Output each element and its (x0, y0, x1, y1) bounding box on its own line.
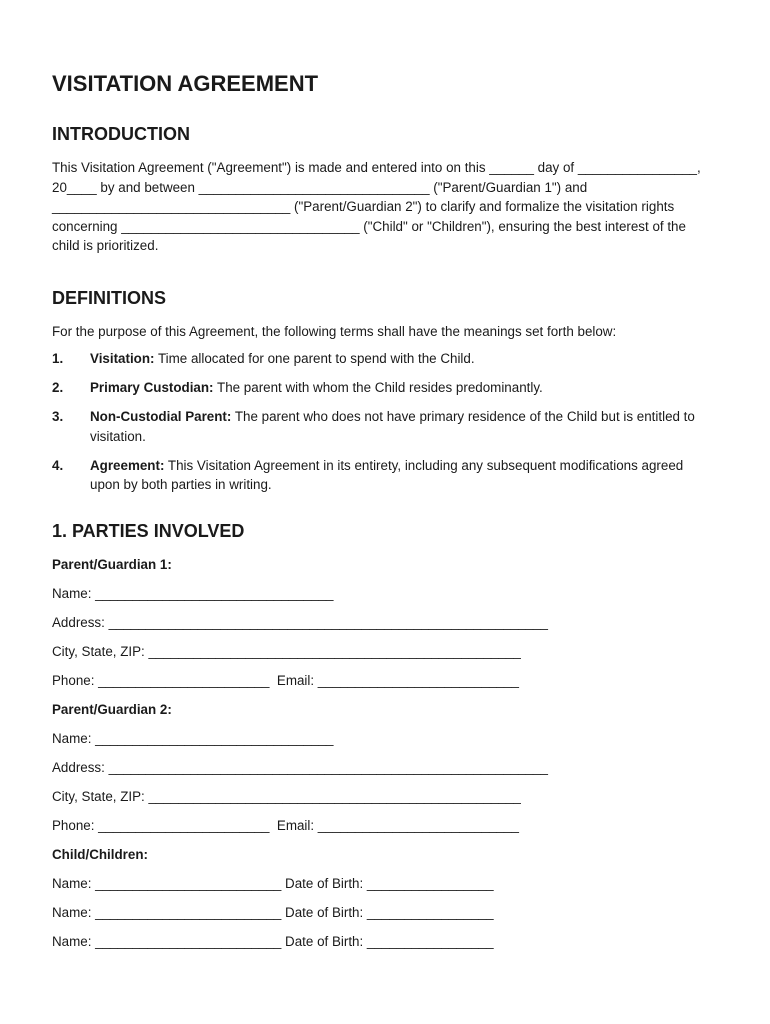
definition-body (90, 378, 710, 398)
definition-number: 4. (52, 457, 64, 473)
definition-body (90, 349, 710, 369)
definitions-list (52, 349, 710, 495)
definition-text: The parent who does not have primary residence of the Child but is entitled to visitation. (90, 409, 695, 444)
guardian1-address-field[interactable]: Address: ___________________________________________________________ (52, 614, 548, 630)
guardian1-name-field[interactable]: Name: ________________________________ (52, 585, 334, 601)
definition-text: Time allocated for one parent to spend with the Child. (154, 351, 475, 366)
definition-term: Primary Custodian: (90, 380, 214, 395)
child-row[interactable]: Name: _________________________ Date of Birth: _________________ (52, 875, 494, 891)
definitions-heading: DEFINITIONS (52, 287, 167, 308)
guardian2-name-field[interactable]: Name: ________________________________ (52, 730, 334, 746)
definition-item (52, 407, 710, 446)
definitions-intro: For the purpose of this Agreement, the following terms shall have the meanings set forth below: (52, 323, 617, 339)
guardian1-label: Parent/Guardian 1: (52, 556, 172, 572)
document-title: VISITATION AGREEMENT (52, 71, 319, 96)
guardian2-label: Parent/Guardian 2: (52, 701, 172, 717)
definition-item (52, 349, 710, 369)
introduction-paragraph: This Visitation Agreement ("Agreement") is made and entered into on this ______ day of ________________, 20____ by and between _______________________________ ("Parent/Guardian 1") and ________________________________ ("Parent/Guardian 2") to clarify and formalize the visitation rights concerning ________________________________ ("Child" or "Children"), ensuring the best interest of the child is prioritized. (52, 160, 701, 253)
definition-term: Visitation: (90, 351, 155, 366)
children-label: Child/Children: (52, 846, 148, 862)
child-row[interactable]: Name: _________________________ Date of Birth: _________________ (52, 933, 494, 949)
child-row[interactable]: Name: _________________________ Date of Birth: _________________ (52, 904, 494, 920)
definition-term: Non-Custodial Parent: (90, 409, 232, 424)
definition-number: 2. (52, 380, 64, 395)
definition-item (52, 456, 710, 495)
definition-number: 3. (52, 409, 64, 424)
definition-item (52, 378, 710, 398)
definition-number: 1. (52, 351, 64, 366)
definition-body (90, 456, 710, 495)
parties-heading: 1. PARTIES INVOLVED (52, 520, 245, 541)
guardian2-address-field[interactable]: Address: ___________________________________________________________ (52, 759, 548, 775)
definition-text: This Visitation Agreement in its entirety, including any subsequent modifications agreed upon by both parties in writing. (90, 457, 684, 492)
guardian2-phone-email-field[interactable]: Phone: _______________________ Email: ___________________________ (52, 817, 519, 833)
definition-text: The parent with whom the Child resides predominantly. (213, 380, 543, 395)
guardian2-city-field[interactable]: City, State, ZIP: __________________________________________________ (52, 788, 521, 804)
introduction-heading: INTRODUCTION (52, 124, 190, 144)
definition-body (90, 407, 710, 446)
definition-term: Agreement: (90, 457, 165, 473)
guardian1-phone-email-field[interactable]: Phone: _______________________ Email: ___________________________ (52, 672, 519, 688)
guardian1-city-field[interactable]: City, State, ZIP: __________________________________________________ (52, 643, 521, 659)
